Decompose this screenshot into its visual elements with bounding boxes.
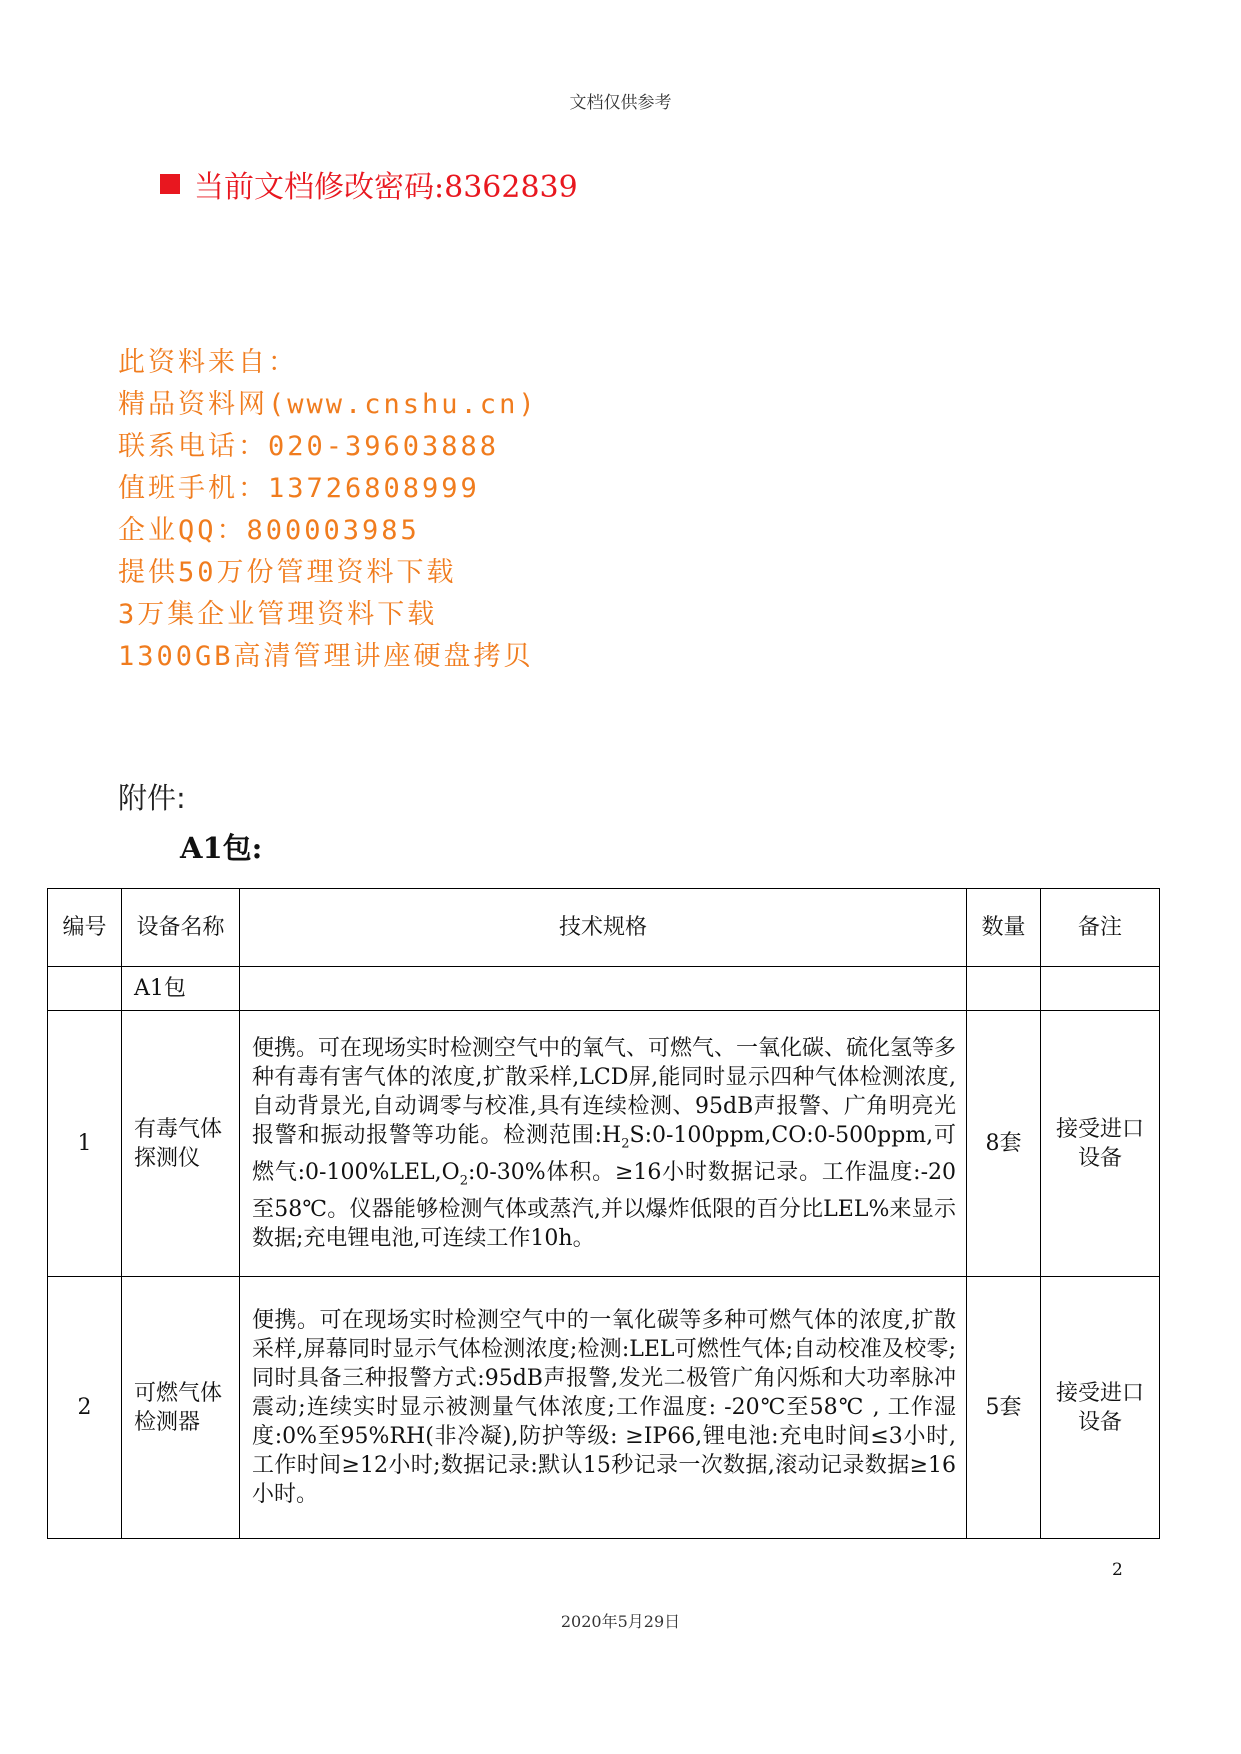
header-qty: 数量 (967, 889, 1041, 967)
row-spec-part: :0-30%体积。≥16小时数据记录。工作温度:-20至58℃。仪器能够检测气体或蒸汽,并以爆炸低限的百分比LEL%来显示数据;充电锂电池,可连续工作10h。 (252, 1160, 957, 1252)
page-number: 2 (1112, 1560, 1123, 1580)
table-row (48, 1277, 1160, 1539)
row-qty: 5套 (967, 1277, 1041, 1539)
subscript-2: 2 (621, 1136, 630, 1151)
header-spec: 技术规格 (240, 889, 967, 967)
promo-line: 精品资料网(www.cnshu.cn) (118, 389, 538, 420)
package-title: A1包: (180, 831, 263, 865)
password-line (160, 162, 578, 206)
group-name: A1包 (122, 967, 240, 1011)
header-name: 设备名称 (122, 889, 240, 967)
group-spec (240, 967, 967, 1011)
group-remark (1041, 967, 1160, 1011)
table-group-row (48, 967, 1160, 1011)
group-qty (967, 967, 1041, 1011)
promo-line: 联系电话：020-39603888 (118, 431, 500, 462)
promo-line: 3万集企业管理资料下载 (118, 599, 438, 630)
subscript-2: 2 (459, 1173, 468, 1189)
row-remark: 接受进口设备 (1041, 1277, 1160, 1539)
promo-line: 值班手机：13726808999 (118, 473, 480, 504)
password-text: 当前文档修改密码:8362839 (194, 170, 578, 205)
header-remark: 备注 (1041, 889, 1160, 967)
row-spec-part: 便携。可在现场实时检测空气中的氧气、可燃气、一氧化碳、硫化氢等多种有毒有害气体的浓度,扩散采样,LCD屏,能同时显示四种气体检测浓度,自动背景光,自动调零与校准,具有连续检测、95dB声报警、广角明亮光报警和振动报警等功能。检测范围:H (252, 1035, 957, 1148)
row-spec-part: S:0-100ppm,CO:0-500ppm,可燃气:0-100%LEL,O (252, 1122, 956, 1185)
attachment-label: 附件: (118, 781, 186, 815)
row-num: 1 (48, 1011, 122, 1277)
promo-line: 提供50万份管理资料下载 (118, 557, 457, 588)
red-square-bullet-icon (160, 174, 180, 194)
row-qty: 8套 (967, 1011, 1041, 1277)
header-num: 编号 (48, 889, 122, 967)
table-row (48, 1011, 1160, 1277)
promo-block (118, 342, 538, 678)
row-spec: 便携。可在现场实时检测空气中的一氧化碳等多种可燃气体的浓度,扩散采样,屏幕同时显示气体检测浓度;检测:LEL可燃性气体;自动校准及校零;同时具备三种报警方式:95dB声报警,发光二极管广角闪烁和大功率脉冲震动;连续实时显示被测量气体浓度;工作温度: -20℃至58℃ , 工作湿度:0%至95%RH(非冷凝),防护等级: ≥IP66,锂电池:充电时间≤3小时,工作时间≥12小时;数据记录:默认15秒记录一次数据,滚动记录数据≥16小时。 (240, 1277, 967, 1539)
row-num: 2 (48, 1277, 122, 1539)
header-note: 文档仅供参考 (569, 93, 672, 113)
promo-line: 此资料来自： (118, 347, 298, 378)
equipment-spec-table (47, 888, 1160, 1539)
footer-date: 2020年5月29日 (560, 1612, 681, 1631)
group-num (48, 967, 122, 1011)
row-name: 有毒气体探测仪 (122, 1011, 240, 1277)
table-header-row (48, 889, 1160, 967)
row-remark: 接受进口设备 (1041, 1011, 1160, 1277)
promo-line: 1300GB高清管理讲座硬盘拷贝 (118, 641, 534, 672)
row-spec (240, 1011, 967, 1277)
row-name: 可燃气体检测器 (122, 1277, 240, 1539)
promo-line: 企业QQ：800003985 (118, 515, 420, 546)
